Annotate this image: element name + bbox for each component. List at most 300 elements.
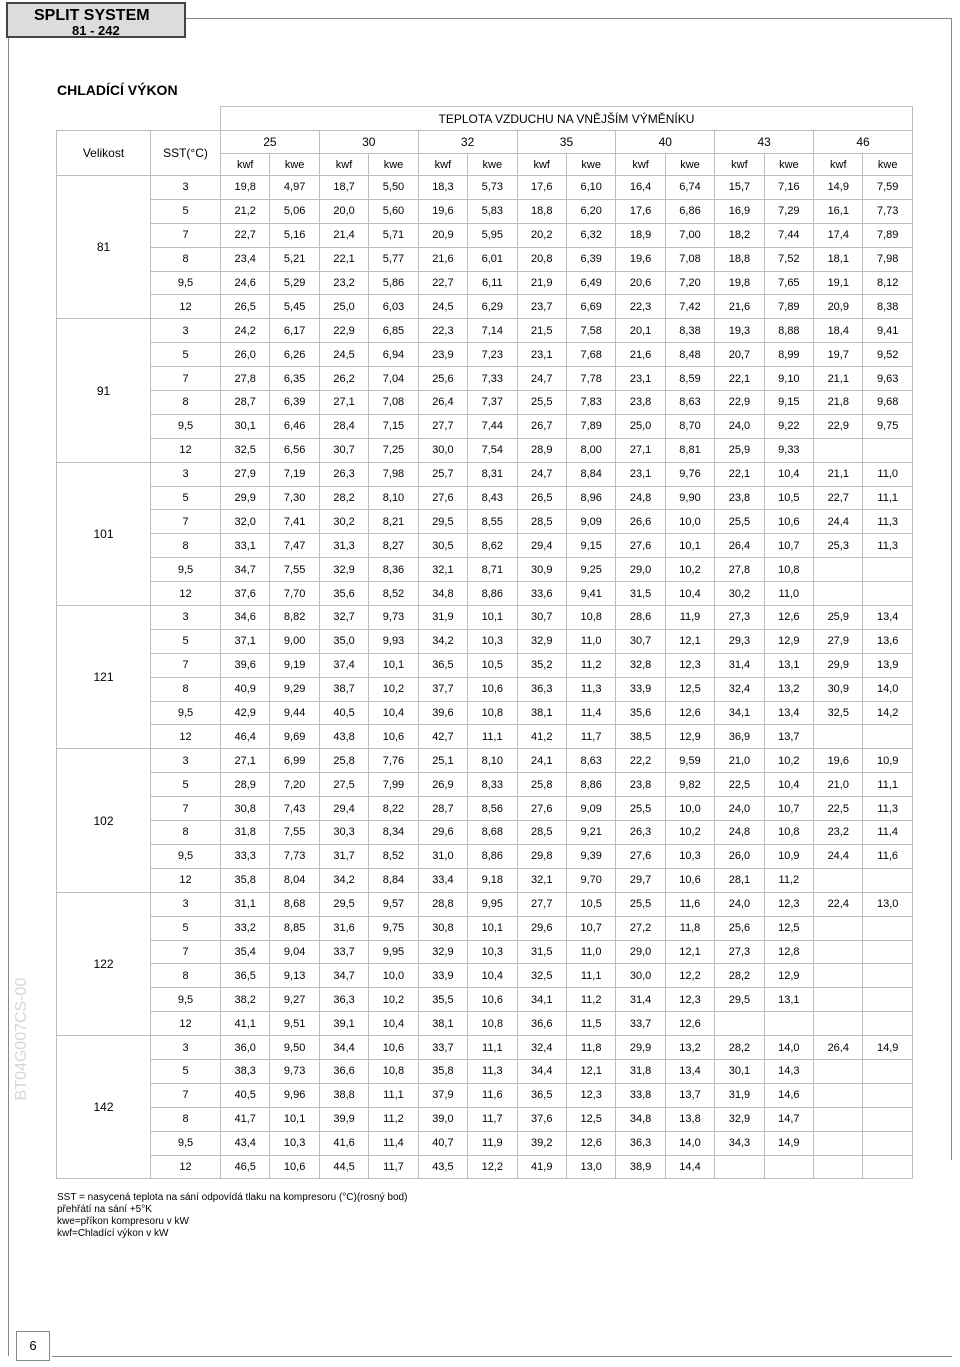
sst-cell: 12 <box>151 868 221 892</box>
value-cell: 42,7 <box>418 725 467 749</box>
value-cell: 11,0 <box>764 582 813 606</box>
temperature-header: 46 <box>814 131 913 154</box>
sst-cell: 7 <box>151 940 221 964</box>
sst-cell: 8 <box>151 821 221 845</box>
table-row <box>57 1155 913 1179</box>
table-row <box>57 534 913 558</box>
value-cell <box>863 940 912 964</box>
table-row <box>57 367 913 391</box>
value-cell: 11,2 <box>369 1107 418 1131</box>
value-cell: 7,65 <box>764 271 813 295</box>
value-cell: 6,39 <box>566 247 615 271</box>
value-cell: 28,5 <box>517 821 566 845</box>
value-cell: 12,5 <box>566 1107 615 1131</box>
value-cell: 33,9 <box>418 964 467 988</box>
value-cell: 5,29 <box>270 271 319 295</box>
value-cell: 32,9 <box>715 1107 764 1131</box>
value-cell: 9,41 <box>566 582 615 606</box>
value-cell: 13,6 <box>863 629 912 653</box>
table-row <box>57 940 913 964</box>
value-cell: 5,21 <box>270 247 319 271</box>
value-cell: 36,0 <box>221 1036 270 1060</box>
value-cell: 27,9 <box>221 462 270 486</box>
value-cell: 29,6 <box>418 821 467 845</box>
sst-cell: 5 <box>151 343 221 367</box>
value-cell: 31,6 <box>319 916 368 940</box>
value-cell: 6,85 <box>369 319 418 343</box>
value-cell: 23,8 <box>715 486 764 510</box>
value-cell: 13,7 <box>764 725 813 749</box>
value-cell: 43,4 <box>221 1131 270 1155</box>
value-cell: 11,1 <box>863 773 912 797</box>
value-cell: 26,5 <box>517 486 566 510</box>
value-cell: 7,20 <box>270 773 319 797</box>
value-cell: 21,0 <box>715 749 764 773</box>
value-cell: 27,6 <box>517 797 566 821</box>
value-cell: 14,9 <box>764 1131 813 1155</box>
value-cell: 9,44 <box>270 701 319 725</box>
value-cell: 10,5 <box>566 892 615 916</box>
value-cell: 9,68 <box>863 391 912 415</box>
value-cell: 32,7 <box>319 606 368 630</box>
value-cell: 14,2 <box>863 701 912 725</box>
unit-kwf-header: kwf <box>418 154 467 176</box>
value-cell: 8,82 <box>270 606 319 630</box>
value-cell: 6,32 <box>566 223 615 247</box>
frame-line-top <box>186 18 952 19</box>
table-row <box>57 892 913 916</box>
value-cell: 31,7 <box>319 844 368 868</box>
sst-cell: 12 <box>151 438 221 462</box>
value-cell: 26,3 <box>616 821 665 845</box>
value-cell <box>814 1083 863 1107</box>
value-cell: 7,00 <box>665 223 714 247</box>
value-cell: 11,9 <box>468 1131 517 1155</box>
value-cell: 32,5 <box>221 438 270 462</box>
value-cell: 7,98 <box>863 247 912 271</box>
value-cell: 7,14 <box>468 319 517 343</box>
value-cell: 10,7 <box>764 797 813 821</box>
value-cell: 19,3 <box>715 319 764 343</box>
value-cell: 12,5 <box>764 916 813 940</box>
value-cell: 11,4 <box>566 701 615 725</box>
value-cell: 25,0 <box>319 295 368 319</box>
sst-cell: 3 <box>151 319 221 343</box>
value-cell: 38,8 <box>319 1083 368 1107</box>
value-cell: 38,1 <box>517 701 566 725</box>
value-cell: 11,1 <box>863 486 912 510</box>
value-cell: 10,6 <box>665 868 714 892</box>
value-cell: 21,1 <box>814 367 863 391</box>
value-cell: 8,96 <box>566 486 615 510</box>
value-cell <box>814 582 863 606</box>
value-cell: 26,7 <box>517 414 566 438</box>
value-cell: 8,71 <box>468 558 517 582</box>
value-cell: 30,9 <box>517 558 566 582</box>
value-cell: 10,2 <box>665 558 714 582</box>
value-cell: 32,9 <box>418 940 467 964</box>
size-cell: 142 <box>57 1036 151 1179</box>
value-cell: 10,8 <box>764 821 813 845</box>
value-cell: 10,6 <box>468 677 517 701</box>
footnote-superheat: přehřátí na sání +5°K <box>57 1204 152 1215</box>
sst-cell: 9,5 <box>151 988 221 1012</box>
value-cell: 6,99 <box>270 749 319 773</box>
value-cell: 38,5 <box>616 725 665 749</box>
section-title: CHLADÍCÍ VÝKON <box>57 82 178 98</box>
value-cell: 25,8 <box>517 773 566 797</box>
header-blank <box>57 107 151 131</box>
value-cell: 8,43 <box>468 486 517 510</box>
value-cell: 8,52 <box>369 844 418 868</box>
value-cell: 14,9 <box>814 176 863 200</box>
sst-cell: 9,5 <box>151 271 221 295</box>
value-cell: 19,6 <box>814 749 863 773</box>
value-cell: 13,9 <box>863 653 912 677</box>
value-cell: 11,3 <box>863 534 912 558</box>
value-cell: 11,6 <box>468 1083 517 1107</box>
value-cell: 7,47 <box>270 534 319 558</box>
value-cell: 12,9 <box>764 629 813 653</box>
unit-kwf-header: kwf <box>616 154 665 176</box>
value-cell: 25,1 <box>418 749 467 773</box>
value-cell: 9,76 <box>665 462 714 486</box>
value-cell: 13,0 <box>566 1155 615 1179</box>
value-cell: 7,20 <box>665 271 714 295</box>
value-cell: 31,8 <box>616 1059 665 1083</box>
value-cell: 7,44 <box>468 414 517 438</box>
value-cell: 5,06 <box>270 199 319 223</box>
value-cell: 23,1 <box>616 367 665 391</box>
value-cell: 9,93 <box>369 629 418 653</box>
value-cell: 10,2 <box>764 749 813 773</box>
value-cell: 32,1 <box>418 558 467 582</box>
value-cell: 21,6 <box>418 247 467 271</box>
value-cell: 29,0 <box>616 940 665 964</box>
value-cell: 26,4 <box>814 1036 863 1060</box>
value-cell: 22,9 <box>715 391 764 415</box>
value-cell: 42,9 <box>221 701 270 725</box>
value-cell: 13,4 <box>665 1059 714 1083</box>
value-cell: 16,9 <box>715 199 764 223</box>
value-cell: 46,4 <box>221 725 270 749</box>
value-cell: 8,84 <box>566 462 615 486</box>
value-cell: 7,37 <box>468 391 517 415</box>
value-cell: 5,16 <box>270 223 319 247</box>
value-cell: 13,4 <box>764 701 813 725</box>
value-cell: 18,8 <box>517 199 566 223</box>
value-cell: 27,8 <box>715 558 764 582</box>
value-cell: 6,49 <box>566 271 615 295</box>
value-cell: 26,5 <box>221 295 270 319</box>
value-cell: 9,51 <box>270 1012 319 1036</box>
sst-cell: 12 <box>151 295 221 319</box>
table-row <box>57 749 913 773</box>
temperature-header: 25 <box>221 131 320 154</box>
value-cell: 7,59 <box>863 176 912 200</box>
value-cell: 8,04 <box>270 868 319 892</box>
value-cell: 9,22 <box>764 414 813 438</box>
value-cell: 31,9 <box>715 1083 764 1107</box>
value-cell: 6,01 <box>468 247 517 271</box>
value-cell: 7,43 <box>270 797 319 821</box>
value-cell: 22,1 <box>319 247 368 271</box>
value-cell: 14,6 <box>764 1083 813 1107</box>
value-cell: 8,86 <box>566 773 615 797</box>
value-cell: 15,7 <box>715 176 764 200</box>
value-cell <box>814 916 863 940</box>
size-cell: 101 <box>57 462 151 605</box>
value-cell: 24,1 <box>517 749 566 773</box>
value-cell: 31,1 <box>221 892 270 916</box>
sst-cell: 5 <box>151 916 221 940</box>
value-cell: 13,0 <box>863 892 912 916</box>
value-cell <box>814 1131 863 1155</box>
value-cell: 7,23 <box>468 343 517 367</box>
value-cell <box>863 1059 912 1083</box>
table-row <box>57 701 913 725</box>
value-cell: 9,13 <box>270 964 319 988</box>
value-cell: 8,31 <box>468 462 517 486</box>
air-temp-group-title: TEPLOTA VZDUCHU NA VNĚJŠÍM VÝMĚNÍKU <box>221 107 913 131</box>
sst-cell: 7 <box>151 223 221 247</box>
sst-cell: 8 <box>151 247 221 271</box>
value-cell: 9,00 <box>270 629 319 653</box>
value-cell: 14,0 <box>665 1131 714 1155</box>
value-cell: 6,11 <box>468 271 517 295</box>
value-cell: 19,6 <box>418 199 467 223</box>
sst-cell: 3 <box>151 606 221 630</box>
value-cell: 41,7 <box>221 1107 270 1131</box>
value-cell: 27,8 <box>221 367 270 391</box>
value-cell: 12,5 <box>665 677 714 701</box>
value-cell: 10,2 <box>369 988 418 1012</box>
value-cell: 31,8 <box>221 821 270 845</box>
value-cell: 9,96 <box>270 1083 319 1107</box>
value-cell: 8,55 <box>468 510 517 534</box>
frame-line-left <box>8 38 9 1356</box>
value-cell: 30,0 <box>616 964 665 988</box>
value-cell: 7,89 <box>566 414 615 438</box>
table-row <box>57 391 913 415</box>
value-cell: 20,1 <box>616 319 665 343</box>
value-cell: 32,4 <box>715 677 764 701</box>
value-cell: 30,2 <box>319 510 368 534</box>
table-row <box>57 629 913 653</box>
value-cell: 8,99 <box>764 343 813 367</box>
value-cell: 18,7 <box>319 176 368 200</box>
value-cell: 28,2 <box>319 486 368 510</box>
value-cell: 29,6 <box>517 916 566 940</box>
value-cell: 41,6 <box>319 1131 368 1155</box>
value-cell: 8,85 <box>270 916 319 940</box>
value-cell: 30,9 <box>814 677 863 701</box>
value-cell: 31,5 <box>616 582 665 606</box>
value-cell: 13,2 <box>665 1036 714 1060</box>
value-cell: 19,7 <box>814 343 863 367</box>
value-cell: 20,8 <box>517 247 566 271</box>
value-cell: 7,78 <box>566 367 615 391</box>
value-cell: 7,33 <box>468 367 517 391</box>
value-cell: 39,1 <box>319 1012 368 1036</box>
value-cell <box>863 558 912 582</box>
value-cell: 22,2 <box>616 749 665 773</box>
value-cell: 25,0 <box>616 414 665 438</box>
value-cell: 25,3 <box>814 534 863 558</box>
value-cell <box>814 558 863 582</box>
value-cell <box>863 1131 912 1155</box>
sst-cell: 8 <box>151 677 221 701</box>
sst-cell: 7 <box>151 1083 221 1107</box>
value-cell <box>814 940 863 964</box>
value-cell: 23,1 <box>616 462 665 486</box>
value-cell: 14,3 <box>764 1059 813 1083</box>
value-cell: 7,99 <box>369 773 418 797</box>
value-cell: 8,56 <box>468 797 517 821</box>
value-cell: 28,6 <box>616 606 665 630</box>
value-cell: 7,73 <box>863 199 912 223</box>
value-cell: 10,1 <box>270 1107 319 1131</box>
sst-cell: 3 <box>151 749 221 773</box>
value-cell: 10,8 <box>369 1059 418 1083</box>
value-cell: 9,95 <box>369 940 418 964</box>
value-cell: 18,3 <box>418 176 467 200</box>
value-cell: 28,8 <box>418 892 467 916</box>
table-row <box>57 1036 913 1060</box>
value-cell: 31,4 <box>616 988 665 1012</box>
value-cell: 20,0 <box>319 199 368 223</box>
value-cell: 6,56 <box>270 438 319 462</box>
value-cell: 9,73 <box>270 1059 319 1083</box>
value-cell: 32,5 <box>814 701 863 725</box>
value-cell: 25,5 <box>616 892 665 916</box>
value-cell <box>863 1107 912 1131</box>
value-cell: 12,6 <box>566 1131 615 1155</box>
value-cell: 21,1 <box>814 462 863 486</box>
value-cell: 12,8 <box>764 940 813 964</box>
value-cell: 11,6 <box>863 844 912 868</box>
footnote-kwf: kwf=Chladící výkon v kW <box>57 1228 169 1239</box>
value-cell: 8,63 <box>566 749 615 773</box>
value-cell: 9,59 <box>665 749 714 773</box>
value-cell: 24,5 <box>418 295 467 319</box>
value-cell: 7,98 <box>369 462 418 486</box>
value-cell: 25,5 <box>715 510 764 534</box>
value-cell: 9,70 <box>566 868 615 892</box>
value-cell: 9,15 <box>764 391 813 415</box>
value-cell: 21,8 <box>814 391 863 415</box>
value-cell: 35,2 <box>517 653 566 677</box>
table-row <box>57 844 913 868</box>
value-cell: 29,9 <box>616 1036 665 1060</box>
value-cell: 10,9 <box>764 844 813 868</box>
value-cell: 26,0 <box>715 844 764 868</box>
value-cell: 4,97 <box>270 176 319 200</box>
value-cell: 26,6 <box>616 510 665 534</box>
value-cell: 25,9 <box>814 606 863 630</box>
value-cell: 25,5 <box>517 391 566 415</box>
value-cell: 8,84 <box>369 868 418 892</box>
value-cell: 11,1 <box>468 725 517 749</box>
value-cell: 8,33 <box>468 773 517 797</box>
value-cell <box>863 988 912 1012</box>
value-cell: 7,08 <box>369 391 418 415</box>
value-cell: 7,68 <box>566 343 615 367</box>
value-cell: 7,89 <box>863 223 912 247</box>
value-cell: 31,3 <box>319 534 368 558</box>
value-cell: 13,8 <box>665 1107 714 1131</box>
value-cell: 41,1 <box>221 1012 270 1036</box>
value-cell: 33,7 <box>319 940 368 964</box>
value-cell: 12,1 <box>665 940 714 964</box>
value-cell: 7,29 <box>764 199 813 223</box>
value-cell: 39,6 <box>221 653 270 677</box>
value-cell: 11,8 <box>566 1036 615 1060</box>
value-cell: 12,6 <box>665 1012 714 1036</box>
value-cell: 8,59 <box>665 367 714 391</box>
value-cell: 23,2 <box>319 271 368 295</box>
value-cell: 34,7 <box>221 558 270 582</box>
value-cell: 8,88 <box>764 319 813 343</box>
value-cell: 7,04 <box>369 367 418 391</box>
value-cell: 27,1 <box>616 438 665 462</box>
value-cell: 28,9 <box>221 773 270 797</box>
value-cell: 34,1 <box>517 988 566 1012</box>
value-cell: 8,81 <box>665 438 714 462</box>
header-subtitle: 81 - 242 <box>72 23 120 38</box>
table-row <box>57 438 913 462</box>
value-cell: 11,0 <box>566 629 615 653</box>
sst-column-header: SST(°C) <box>151 131 221 176</box>
value-cell <box>863 868 912 892</box>
value-cell: 8,86 <box>468 582 517 606</box>
value-cell: 11,2 <box>566 653 615 677</box>
value-cell: 10,0 <box>369 964 418 988</box>
value-cell: 34,1 <box>715 701 764 725</box>
table-row <box>57 199 913 223</box>
header-blank <box>151 107 221 131</box>
size-cell: 121 <box>57 606 151 749</box>
unit-kwf-header: kwf <box>319 154 368 176</box>
value-cell: 8,68 <box>270 892 319 916</box>
value-cell: 10,3 <box>665 844 714 868</box>
sst-cell: 3 <box>151 176 221 200</box>
value-cell: 18,8 <box>715 247 764 271</box>
value-cell: 7,08 <box>665 247 714 271</box>
value-cell: 10,4 <box>764 773 813 797</box>
value-cell: 9,29 <box>270 677 319 701</box>
value-cell: 6,94 <box>369 343 418 367</box>
value-cell: 34,8 <box>616 1107 665 1131</box>
value-cell: 18,2 <box>715 223 764 247</box>
value-cell: 22,7 <box>221 223 270 247</box>
value-cell: 12,3 <box>665 988 714 1012</box>
value-cell: 10,0 <box>665 510 714 534</box>
sst-cell: 3 <box>151 1036 221 1060</box>
header-box <box>6 2 186 38</box>
table-row <box>57 295 913 319</box>
value-cell <box>863 1155 912 1179</box>
value-cell: 8,10 <box>369 486 418 510</box>
value-cell: 11,7 <box>468 1107 517 1131</box>
value-cell: 19,8 <box>715 271 764 295</box>
side-document-code: BT04G007CS-00 <box>13 977 30 1101</box>
value-cell <box>715 1012 764 1036</box>
value-cell: 38,3 <box>221 1059 270 1083</box>
value-cell: 34,4 <box>319 1036 368 1060</box>
value-cell: 39,0 <box>418 1107 467 1131</box>
value-cell: 26,2 <box>319 367 368 391</box>
